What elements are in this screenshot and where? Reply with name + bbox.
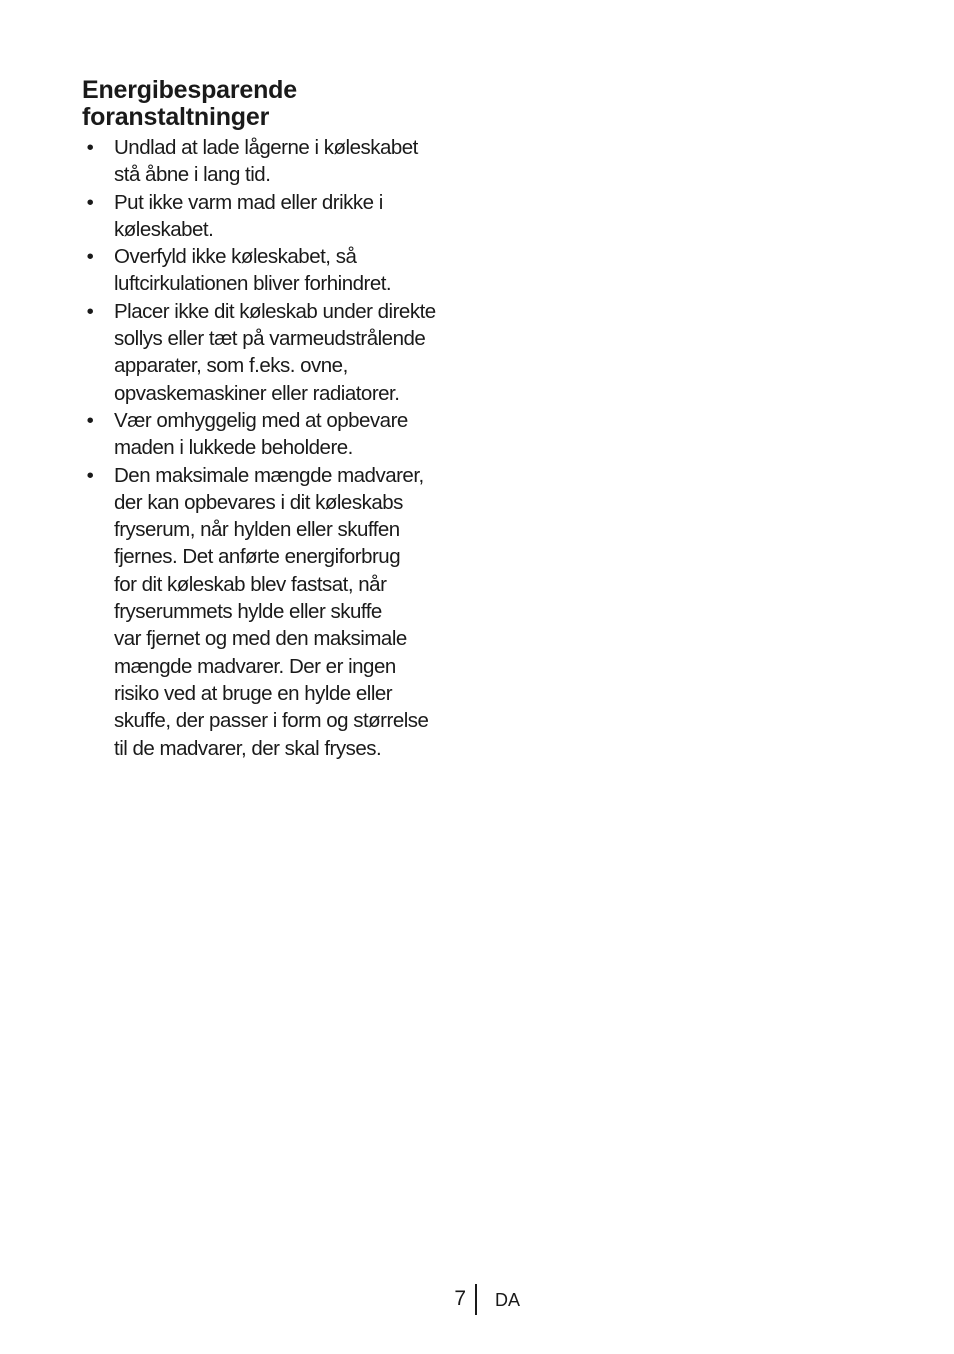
- footer-divider: [475, 1284, 477, 1315]
- list-item: [82, 189, 472, 244]
- bullet-icon: •: [86, 190, 94, 214]
- list-item-text-line: maden i lukkede beholdere.: [114, 436, 353, 460]
- list-item-text-line: var fjernet og med den maksimale: [114, 627, 407, 651]
- list-item-text-line: køleskabet.: [114, 217, 214, 241]
- list-item-text-line: fryserummets hylde eller skuffe: [114, 600, 382, 624]
- bullet-icon: •: [86, 463, 94, 487]
- bullet-icon: •: [86, 408, 94, 432]
- language-code: DA: [495, 1290, 521, 1310]
- bullet-icon: •: [86, 299, 94, 323]
- list-item-text-line: sollys eller tæt på varmeudstrålende: [114, 327, 426, 351]
- page-number: 7: [454, 1287, 466, 1310]
- list-item: [82, 298, 472, 407]
- list-item-text-line: der kan opbevares i dit køleskabs: [114, 490, 403, 514]
- list-item-text-line: Vær omhyggelig med at opbevare: [114, 408, 408, 432]
- list-item-text-line: risiko ved at bruge en hylde eller: [114, 681, 393, 705]
- list-item-text-line: Overfyld ikke køleskabet, så: [114, 245, 357, 269]
- list-item-text-line: stå åbne i lang tid.: [114, 163, 271, 187]
- list-item-text-line: for dit køleskab blev fastsat, når: [114, 572, 387, 596]
- title-line: foranstaltninger: [82, 103, 270, 131]
- list-item-text-line: Placer ikke dit køleskab under direkte: [114, 299, 436, 323]
- list-item-text-line: apparater, som f.eks. ovne,: [114, 354, 348, 378]
- list-item: [82, 243, 472, 298]
- list-item-text-line: Undlad at lade lågerne i køleskabet: [114, 136, 418, 159]
- list-item-text-line: fryserum, når hylden eller skuffen: [114, 518, 400, 542]
- bullet-icon: •: [86, 136, 94, 159]
- list-item-text-line: opvaskemaskiner eller radiatorer.: [114, 381, 400, 405]
- list-item-text-line: skuffe, der passer i form og størrelse: [114, 709, 429, 733]
- page-footer: [0, 1284, 954, 1316]
- list-item-text-line: luftcirkulationen bliver forhindret.: [114, 272, 392, 296]
- title-line: Energibesparende: [82, 76, 297, 104]
- list-item-text-line: Den maksimale mængde madvarer,: [114, 463, 424, 487]
- list-item-text-line: fjernes. Det anførte energiforbrug: [114, 545, 401, 569]
- bullet-icon: •: [86, 245, 94, 269]
- list-item-text-line: Put ikke varm mad eller drikke i: [114, 190, 383, 214]
- list-item: [82, 462, 472, 762]
- list-item: [82, 134, 472, 189]
- energy-tips-list: [82, 134, 472, 762]
- list-item-text-line: til de madvarer, der skal fryses.: [114, 736, 382, 760]
- page-title: [82, 77, 482, 131]
- list-item-text-line: mængde madvarer. Der er ingen: [114, 654, 396, 678]
- list-item: [82, 407, 472, 462]
